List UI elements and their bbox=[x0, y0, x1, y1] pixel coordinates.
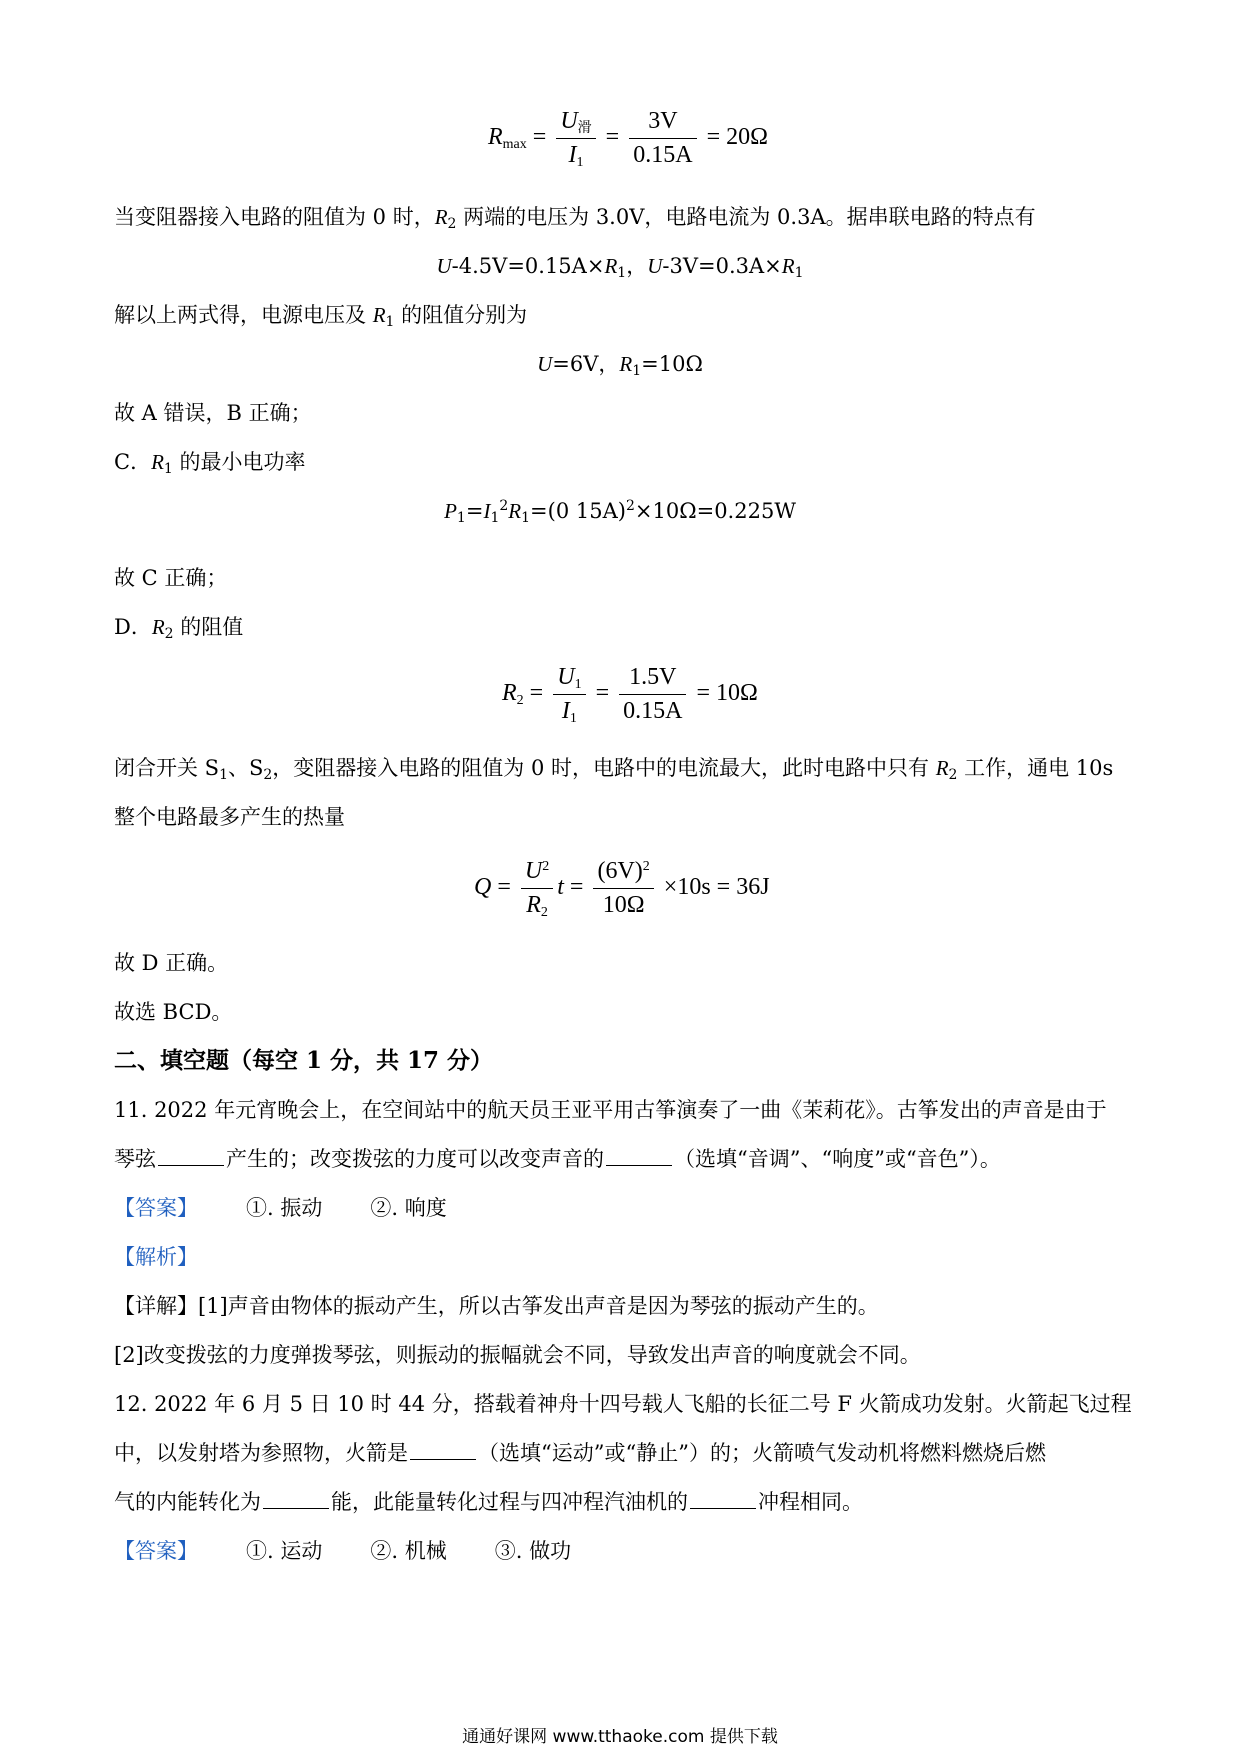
text: 解以上两式得，电源电压及 bbox=[114, 303, 373, 327]
answer-item: ③. 做功 bbox=[494, 1539, 572, 1563]
var: I bbox=[483, 499, 491, 523]
text: （选填“音调”、“响度”或“音色”）。 bbox=[674, 1147, 1001, 1171]
formula-rmax: $R_{max}$ = $\frac{U_滑}{I_1}$ = $\frac{3V}{0.15A}$ = 20Ω bbox=[488, 108, 768, 170]
text: 两端的电压为 3.0V，电路电流为 0.3A。据串联电路的特点有 bbox=[456, 205, 1036, 229]
var: R bbox=[935, 756, 949, 780]
page-footer: 通通好课网 www.tthaoke.com 提供下载 bbox=[462, 1727, 778, 1747]
var: U bbox=[647, 254, 663, 278]
question-11-detail bbox=[114, 1291, 879, 1321]
text: 工作，通电 10s bbox=[957, 756, 1114, 780]
paragraph: 整个电路最多产生的热量 bbox=[114, 805, 345, 829]
text: ，变阻器接入电路的阻值为 0 时，电路中的电流最大，此时电路中只有 bbox=[272, 756, 936, 780]
answer-blank bbox=[158, 1147, 224, 1166]
fraction bbox=[619, 664, 686, 725]
text: [1]声音由物体的振动产生，所以古筝发出声音是因为琴弦的振动产生的。 bbox=[198, 1294, 879, 1318]
formula-sub: 1 bbox=[574, 677, 582, 692]
detail-label: 【详解】 bbox=[114, 1294, 198, 1318]
formula-var: I bbox=[561, 698, 570, 724]
formula-sub: 1 bbox=[569, 711, 577, 726]
text: （选填“运动”或“静止”）的；火箭喷气发动机将燃料燃烧后燃 bbox=[478, 1441, 1046, 1465]
equation bbox=[0, 496, 1240, 526]
text: = bbox=[465, 499, 484, 523]
fraction bbox=[629, 108, 696, 169]
fraction bbox=[593, 858, 653, 919]
text: ×10Ω=0.225W bbox=[634, 499, 796, 523]
paragraph bbox=[114, 753, 1113, 783]
sup: 2 bbox=[625, 498, 635, 514]
answer-item: ②. 响度 bbox=[370, 1196, 447, 1220]
answer-item: ①. 振动 bbox=[246, 1196, 323, 1220]
answer-blank bbox=[410, 1441, 476, 1460]
text: 气的内能转化为 bbox=[114, 1490, 261, 1514]
question-11-text: 11. 2022 年元宵晚会上，在空间站中的航天员王亚平用古筝演奏了一曲《茉莉花》。古筝发出的声音是由于 bbox=[114, 1098, 1107, 1122]
question-12-answer bbox=[114, 1536, 571, 1566]
paragraph: 故 C 正确； bbox=[114, 566, 228, 590]
var: R bbox=[372, 303, 386, 327]
var: R bbox=[434, 205, 448, 229]
fraction bbox=[521, 858, 553, 919]
text: 的阻值 bbox=[173, 615, 244, 639]
formula-sup: 2 bbox=[542, 859, 550, 874]
section-heading: 二、填空题（每空 1 分，共 17 分） bbox=[114, 1047, 494, 1074]
paragraph: 故 D 正确。 bbox=[114, 951, 229, 975]
paragraph bbox=[114, 612, 243, 642]
var: R bbox=[781, 254, 795, 278]
formula-sub: 滑 bbox=[577, 121, 592, 136]
paragraph bbox=[114, 447, 306, 477]
sub: 2 bbox=[948, 767, 958, 783]
formula-sup: 2 bbox=[642, 859, 650, 874]
text: 产生的；改变拨弦的力度可以改变声音的 bbox=[226, 1147, 604, 1171]
sub: 1 bbox=[521, 510, 531, 526]
formula-sub: 1 bbox=[576, 155, 584, 170]
question-12-text: 12. 2022 年 6 月 5 日 10 时 44 分，搭载着神舟十四号载人飞船的长征二号 F 火箭成功发射。火箭起飞过程 bbox=[114, 1392, 1132, 1416]
formula-var: I bbox=[568, 142, 577, 168]
fraction-numerator: (6V) bbox=[597, 858, 643, 884]
text: =(0 15A) bbox=[530, 499, 626, 523]
answer-label: 【答案】 bbox=[114, 1196, 198, 1220]
sub: 1 bbox=[385, 314, 395, 330]
sub: 1 bbox=[617, 265, 627, 281]
fraction-denominator: 0.15A bbox=[633, 142, 693, 168]
text: =6V， bbox=[552, 352, 620, 376]
text: D． bbox=[114, 615, 152, 639]
equation bbox=[0, 251, 1240, 281]
fraction bbox=[553, 664, 585, 725]
sub: 1 bbox=[794, 265, 804, 281]
var: R bbox=[508, 499, 522, 523]
text: -4.5V=0.15A× bbox=[451, 254, 605, 278]
answer-item: ①. 运动 bbox=[246, 1539, 323, 1563]
paragraph: 故 A 错误，B 正确； bbox=[114, 401, 312, 425]
formula-r2: $R_2$ = $\frac{U_1}{I_1}$ = $\frac{1.5V}{0.15A}$ = 10Ω bbox=[502, 664, 758, 726]
answer-label: 【答案】 bbox=[114, 1539, 198, 1563]
paragraph bbox=[114, 202, 1036, 232]
sub: 2 bbox=[164, 626, 174, 642]
fraction-numerator: 3V bbox=[629, 108, 696, 139]
text: 琴弦 bbox=[114, 1147, 156, 1171]
text: =10Ω bbox=[641, 352, 703, 376]
equation bbox=[0, 349, 1240, 379]
fraction bbox=[556, 108, 595, 169]
var: R bbox=[151, 450, 164, 474]
text: 的阻值分别为 bbox=[394, 303, 528, 327]
text: 能，此能量转化过程与四冲程汽油机的 bbox=[331, 1490, 688, 1514]
answer-item: ②. 机械 bbox=[370, 1539, 447, 1563]
sub: 1 bbox=[163, 461, 173, 477]
answer-blank bbox=[690, 1490, 756, 1509]
question-12-text bbox=[114, 1438, 1046, 1468]
sub: 1 bbox=[456, 510, 466, 526]
formula-result: = 20Ω bbox=[706, 124, 768, 151]
paragraph bbox=[114, 300, 527, 330]
text: 冲程相同。 bbox=[758, 1490, 863, 1514]
formula-var: Q bbox=[474, 874, 492, 901]
fraction-numerator: 1.5V bbox=[619, 664, 686, 695]
formula-var: U bbox=[524, 858, 543, 884]
question-11-text bbox=[114, 1144, 1001, 1174]
sub: 2 bbox=[447, 216, 457, 232]
sub: 1 bbox=[490, 510, 500, 526]
formula-var: t bbox=[557, 874, 564, 901]
question-11-answer bbox=[114, 1193, 447, 1223]
sup: 2 bbox=[499, 498, 509, 514]
var: R bbox=[604, 254, 618, 278]
sub: 2 bbox=[263, 767, 273, 783]
formula-var: U bbox=[560, 108, 578, 134]
formula-result: = 10Ω bbox=[696, 680, 758, 707]
formula-heat: Q = $\frac{U^2}{R_2}$ t = $\frac{(6V)^2}{10\Omega}$ ×10s = 36J bbox=[474, 858, 770, 920]
text: C． bbox=[114, 450, 152, 474]
text: 中，以发射塔为参照物，火箭是 bbox=[114, 1441, 408, 1465]
text: ， bbox=[626, 254, 648, 278]
formula-sub: 2 bbox=[540, 905, 548, 920]
formula-sub: max bbox=[502, 137, 527, 153]
sub: 1 bbox=[632, 363, 642, 379]
fraction-denominator: 0.15A bbox=[623, 698, 683, 724]
formula-sub: 2 bbox=[516, 693, 524, 709]
formula-var: R bbox=[502, 680, 517, 707]
text: 的最小电功率 bbox=[172, 450, 306, 474]
var: R bbox=[619, 352, 633, 376]
formula-result: ×10s = 36J bbox=[663, 874, 770, 901]
var: U bbox=[436, 254, 452, 278]
var: P bbox=[444, 499, 457, 523]
question-12-text bbox=[114, 1487, 863, 1517]
formula-var: R bbox=[488, 124, 503, 151]
formula-var: U bbox=[557, 664, 575, 690]
analysis-label: 【解析】 bbox=[114, 1245, 198, 1269]
sub: 1 bbox=[219, 767, 228, 783]
text: -3V=0.3A× bbox=[662, 254, 782, 278]
var: U bbox=[537, 352, 553, 376]
var: R bbox=[151, 615, 165, 639]
text: 当变阻器接入电路的阻值为 0 时， bbox=[114, 205, 435, 229]
text: 闭合开关 S bbox=[114, 756, 220, 780]
question-11-detail: [2]改变拨弦的力度弹拨琴弦，则振动的振幅就会不同，导致发出声音的响度就会不同。 bbox=[114, 1343, 921, 1367]
text: 、S bbox=[227, 756, 264, 780]
answer-blank bbox=[263, 1490, 329, 1509]
answer-blank bbox=[606, 1147, 672, 1166]
paragraph: 故选 BCD。 bbox=[114, 1000, 233, 1024]
fraction-denominator: 10Ω bbox=[602, 892, 645, 918]
formula-var: R bbox=[526, 892, 541, 918]
